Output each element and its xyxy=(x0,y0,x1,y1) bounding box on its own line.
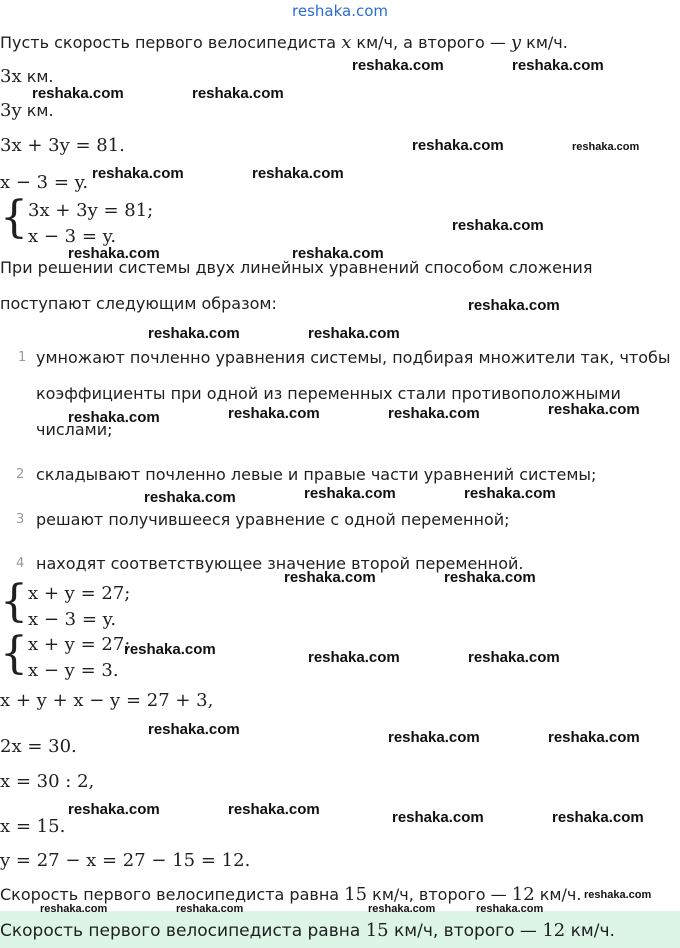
watermark: reshaka.com xyxy=(308,325,400,342)
watermark: reshaka.com xyxy=(388,405,480,422)
watermark: reshaka.com xyxy=(32,85,124,102)
step-4-text: находят соответствующее значение второй переменной. xyxy=(36,554,524,573)
watermark: reshaka.com xyxy=(148,325,240,342)
watermark: reshaka.com xyxy=(144,489,236,506)
dist2-expr: 3y xyxy=(0,100,22,121)
step-1-line1: умножают почленно уравнения системы, подбирая множители так, чтобы xyxy=(36,348,671,367)
answer-part: км/ч, второго — xyxy=(388,921,543,941)
watermark: reshaka.com xyxy=(68,801,160,818)
site-link[interactable]: reshaka.com xyxy=(292,2,388,20)
result-part: Скорость первого велосипедиста равна xyxy=(0,885,345,904)
watermark: reshaka.com xyxy=(444,569,536,586)
result-part: км/ч, второго — xyxy=(367,885,512,904)
watermark: reshaka.com xyxy=(308,649,400,666)
watermark: reshaka.com xyxy=(284,569,376,586)
distance-second xyxy=(0,100,54,121)
watermark: reshaka.com xyxy=(388,729,480,746)
intro-text xyxy=(0,32,568,53)
watermark: reshaka.com xyxy=(304,485,396,502)
step-number: 3 xyxy=(16,512,25,527)
var-y: y xyxy=(510,32,522,53)
method-line1: При решении системы двух линейных уравнений способом сложения xyxy=(0,258,593,277)
watermark: reshaka.com xyxy=(476,903,544,915)
system-brace: { xyxy=(0,192,28,243)
system1-line1: 3x + 3y = 81; xyxy=(28,200,154,221)
watermark: reshaka.com xyxy=(452,217,544,234)
result-text xyxy=(0,884,581,905)
answer-v1: 15 xyxy=(365,920,389,941)
watermark: reshaka.com xyxy=(548,401,640,418)
step-3-text: решают получившееся уравнение с одной переменной; xyxy=(36,510,510,529)
watermark: reshaka.com xyxy=(192,85,284,102)
step-number: 2 xyxy=(16,467,25,482)
calc-sum: x + y + x − y = 27 + 3, xyxy=(0,690,214,711)
system-brace: { xyxy=(0,576,28,627)
watermark: reshaka.com xyxy=(40,903,108,915)
watermark: reshaka.com xyxy=(176,903,244,915)
watermark: reshaka.com xyxy=(228,801,320,818)
answer-v2: 12 xyxy=(542,920,566,941)
watermark: reshaka.com xyxy=(468,649,560,666)
watermark: reshaka.com xyxy=(368,903,436,915)
watermark: reshaka.com xyxy=(512,57,604,74)
answer-box xyxy=(0,911,680,948)
calc-y-value: y = 27 − x = 27 − 15 = 12. xyxy=(0,850,251,871)
var-x: x xyxy=(341,32,352,53)
watermark: reshaka.com xyxy=(292,245,384,262)
intro-part: км/ч. xyxy=(521,33,568,52)
calc-x-div: x = 30 : 2, xyxy=(0,771,95,792)
system2-line2: x − 3 = y. xyxy=(28,609,117,630)
watermark: reshaka.com xyxy=(548,729,640,746)
step-number: 4 xyxy=(16,556,25,571)
watermark: reshaka.com xyxy=(68,409,160,426)
watermark: reshaka.com xyxy=(228,405,320,422)
result-v1: 15 xyxy=(344,884,368,905)
watermark: reshaka.com xyxy=(572,141,640,153)
result-part: км/ч. xyxy=(534,885,582,904)
system1-line2: x − 3 = y. xyxy=(28,226,117,247)
dist2-unit: км. xyxy=(21,101,54,120)
watermark: reshaka.com xyxy=(392,809,484,826)
watermark: reshaka.com xyxy=(124,641,216,658)
watermark: reshaka.com xyxy=(412,137,504,154)
watermark: reshaka.com xyxy=(464,485,556,502)
watermark: reshaka.com xyxy=(352,57,444,74)
watermark: reshaka.com xyxy=(252,165,344,182)
intro-part: Пусть скорость первого велосипедиста xyxy=(0,33,342,52)
calc-2x: 2x = 30. xyxy=(0,736,77,757)
system3-line1: x + y = 27; xyxy=(28,634,131,655)
method-line2: поступают следующим образом: xyxy=(0,294,277,313)
watermark: reshaka.com xyxy=(92,165,184,182)
answer-part: Скорость первого велосипедиста равна xyxy=(0,921,366,941)
watermark: reshaka.com xyxy=(148,721,240,738)
step-1-line2: коэффициенты при одной из переменных стали противоположными xyxy=(36,384,621,403)
system-brace: { xyxy=(0,628,28,679)
answer-text xyxy=(0,920,615,941)
step-1-line3: числами; xyxy=(36,420,113,439)
step-2-text: складывают почленно левые и правые части уравнений системы; xyxy=(36,465,597,484)
watermark: reshaka.com xyxy=(552,809,644,826)
equation-1: 3x + 3y = 81. xyxy=(0,135,125,156)
result-v2: 12 xyxy=(511,884,535,905)
system2-line1: x + y = 27; xyxy=(28,583,131,604)
system3-line2: x − y = 3. xyxy=(28,660,119,681)
step-number: 1 xyxy=(18,350,27,365)
equation-2: x − 3 = y. xyxy=(0,172,89,193)
dist1-expr: 3x xyxy=(0,66,22,87)
dist1-unit: км. xyxy=(21,67,54,86)
distance-first xyxy=(0,66,54,87)
intro-part: км/ч, а второго — xyxy=(351,33,511,52)
watermark: reshaka.com xyxy=(468,297,560,314)
watermark: reshaka.com xyxy=(584,889,652,901)
calc-x-value: x = 15. xyxy=(0,816,66,837)
answer-part: км/ч. xyxy=(565,921,615,941)
watermark: reshaka.com xyxy=(68,245,160,262)
